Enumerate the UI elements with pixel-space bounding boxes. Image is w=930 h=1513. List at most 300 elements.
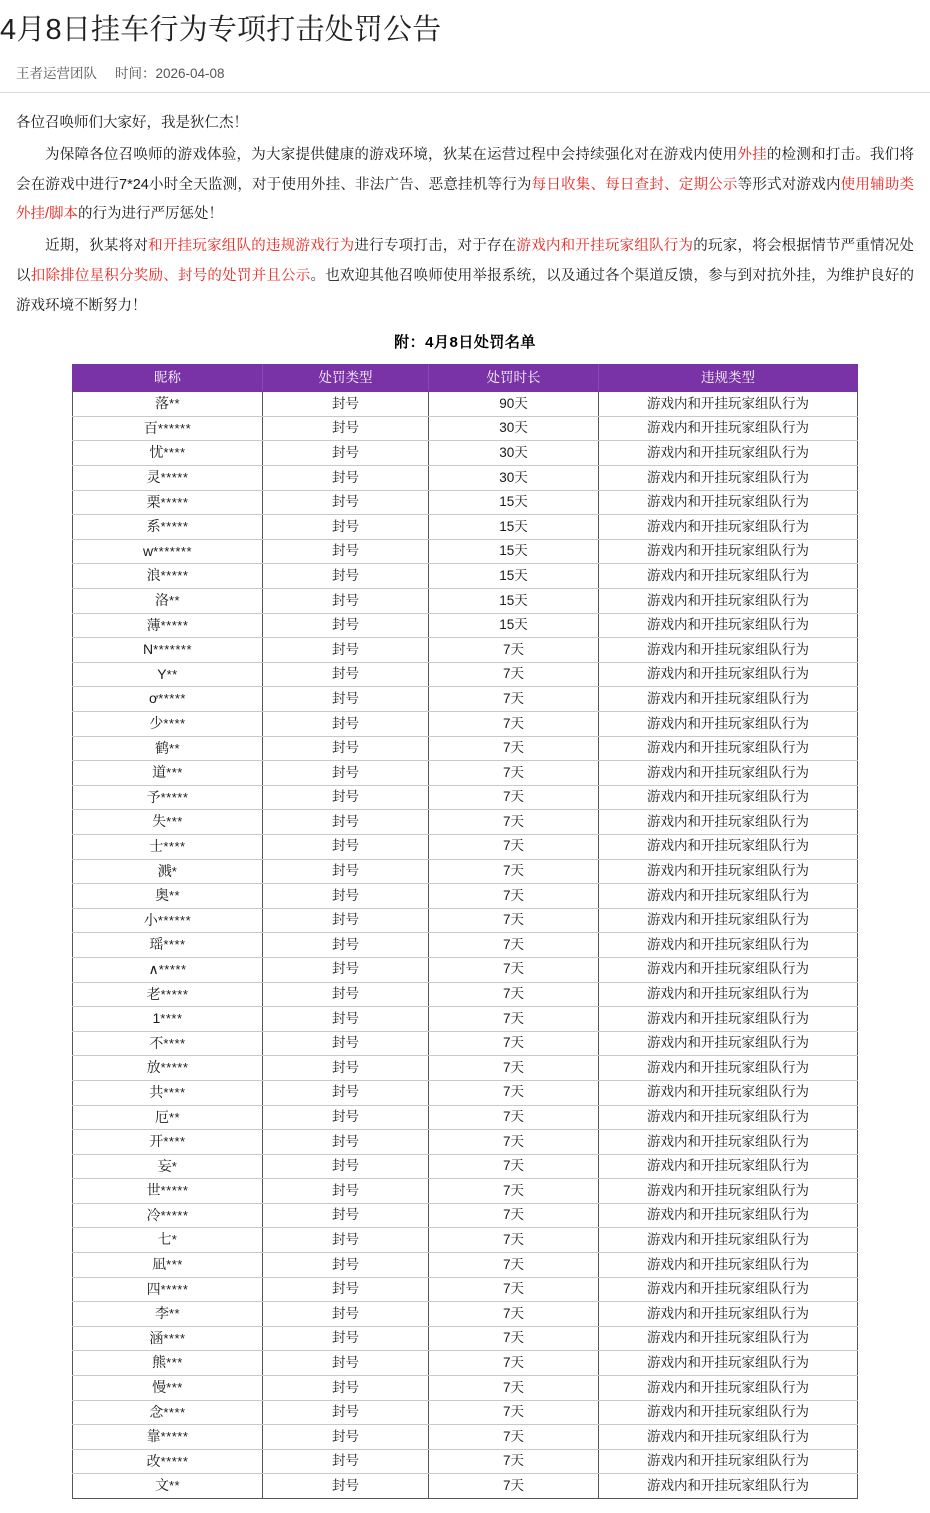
cell-violation-type: 游戏内和开挂玩家组队行为	[599, 564, 858, 589]
table-row	[73, 1326, 858, 1351]
cell-punish-duration: 7天	[429, 908, 599, 933]
cell-nickname	[73, 466, 263, 491]
table-row	[73, 957, 858, 982]
cell-nickname	[73, 638, 263, 663]
cell-punish-duration: 7天	[429, 1228, 599, 1253]
table-row	[73, 1400, 858, 1425]
cell-punish-type: 封号	[263, 1228, 429, 1253]
p1-highlight-scripts: 使用辅助类外挂/脚本	[16, 176, 915, 223]
cell-punish-duration: 7天	[429, 982, 599, 1007]
cell-punish-duration: 7天	[429, 1302, 599, 1327]
paragraph-greeting	[16, 109, 914, 139]
cell-punish-type: 封号	[263, 1056, 429, 1081]
nickname-base: 四	[146, 1280, 161, 1297]
cell-punish-duration: 90天	[429, 392, 599, 417]
cell-punish-duration: 7天	[429, 1449, 599, 1474]
nickname-base: 凪	[152, 1256, 167, 1273]
nickname-base: 开	[149, 1133, 164, 1150]
cell-punish-duration: 7天	[429, 859, 599, 884]
cell-nickname	[73, 515, 263, 540]
cell-punish-type: 封号	[263, 957, 429, 982]
cell-violation-type: 游戏内和开挂玩家组队行为	[599, 1326, 858, 1351]
nickname-mask: ****	[163, 1084, 186, 1100]
nickname-base: 鹤	[154, 739, 169, 756]
meta-time-value: 2026-04-08	[155, 66, 225, 82]
nickname-base: 浪	[146, 567, 161, 584]
cell-punish-type: 封号	[263, 392, 429, 417]
nickname-base: 系	[146, 518, 161, 535]
cell-punish-type: 封号	[263, 761, 429, 786]
table-row	[73, 441, 858, 466]
cell-punish-type: 封号	[263, 1351, 429, 1376]
cell-punish-duration: 7天	[429, 1179, 599, 1204]
nickname-base: 放	[146, 1059, 161, 1076]
table-row	[73, 1056, 858, 1081]
nickname-base: Y	[157, 665, 167, 682]
nickname-base: 士	[149, 837, 164, 854]
cell-punish-type: 封号	[263, 1376, 429, 1401]
nickname-base: 百	[143, 419, 158, 436]
punishment-table-wrap	[0, 364, 930, 1513]
table-row	[73, 662, 858, 687]
table-row	[73, 392, 858, 417]
nickname-base: 灵	[146, 469, 161, 486]
cell-violation-type: 游戏内和开挂玩家组队行为	[599, 1302, 858, 1327]
nickname-base: 不	[149, 1034, 164, 1051]
article-body	[0, 93, 930, 321]
table-row	[73, 1253, 858, 1278]
cell-nickname	[73, 1228, 263, 1253]
nickname-base: 世	[146, 1182, 161, 1199]
cell-punish-duration: 7天	[429, 933, 599, 958]
nickname-base: w	[142, 542, 154, 559]
nickname-base: 少	[149, 715, 164, 731]
cell-punish-duration: 7天	[429, 1425, 599, 1450]
cell-violation-type: 游戏内和开挂玩家组队行为	[599, 785, 858, 810]
cell-nickname	[73, 736, 263, 761]
cell-nickname	[73, 810, 263, 835]
cell-violation-type: 游戏内和开挂玩家组队行为	[599, 1080, 858, 1105]
cell-violation-type: 游戏内和开挂玩家组队行为	[599, 441, 858, 466]
cell-nickname	[73, 1400, 263, 1425]
cell-punish-type: 封号	[263, 1326, 429, 1351]
nickname-mask: *	[171, 1232, 178, 1248]
cell-violation-type: 游戏内和开挂玩家组队行为	[599, 1474, 858, 1499]
article-meta	[0, 48, 930, 93]
table-row	[73, 1425, 858, 1450]
cell-violation-type: 游戏内和开挂玩家组队行为	[599, 1007, 858, 1032]
cell-nickname	[73, 1154, 263, 1179]
cell-punish-duration: 7天	[429, 1105, 599, 1130]
table-row	[73, 1179, 858, 1204]
cell-nickname	[73, 884, 263, 909]
nickname-mask: *****	[160, 789, 189, 805]
nickname-mask: *	[171, 863, 178, 879]
nickname-mask: ******	[157, 912, 192, 928]
table-row	[73, 589, 858, 614]
cell-punish-duration: 7天	[429, 785, 599, 810]
nickname-mask: ***	[166, 1355, 183, 1371]
cell-punish-type: 封号	[263, 810, 429, 835]
table-row	[73, 1376, 858, 1401]
cell-violation-type: 游戏内和开挂玩家组队行为	[599, 1031, 858, 1056]
cell-nickname	[73, 761, 263, 786]
cell-punish-type: 封号	[263, 564, 429, 589]
cell-nickname	[73, 1474, 263, 1499]
cell-violation-type: 游戏内和开挂玩家组队行为	[599, 982, 858, 1007]
cell-nickname	[73, 539, 263, 564]
p1-segment-2: 的检测和打击。我们将会在游戏中进行7*24小时全天监测，对于使用外挂、非法广告、恶意挂机等行为	[16, 146, 915, 193]
nickname-mask: **	[168, 396, 181, 412]
cell-nickname	[73, 1449, 263, 1474]
cell-violation-type: 游戏内和开挂玩家组队行为	[599, 515, 858, 540]
cell-punish-duration: 7天	[429, 1080, 599, 1105]
column-header-violation-type: 违规类型	[599, 365, 858, 392]
cell-punish-duration: 7天	[429, 1326, 599, 1351]
nickname-mask: **	[168, 593, 181, 609]
cell-punish-duration: 7天	[429, 662, 599, 687]
nickname-base: 文	[154, 1477, 169, 1494]
cell-violation-type: 游戏内和开挂玩家组队行为	[599, 957, 858, 982]
table-row	[73, 1277, 858, 1302]
cell-violation-type: 游戏内和开挂玩家组队行为	[599, 1449, 858, 1474]
cell-violation-type: 游戏内和开挂玩家组队行为	[599, 416, 858, 441]
table-row	[73, 1105, 858, 1130]
cell-violation-type: 游戏内和开挂玩家组队行为	[599, 908, 858, 933]
cell-punish-type: 封号	[263, 1105, 429, 1130]
cell-punish-duration: 7天	[429, 1031, 599, 1056]
cell-violation-type: 游戏内和开挂玩家组队行为	[599, 1400, 858, 1425]
cell-punish-type: 封号	[263, 490, 429, 515]
nickname-base: 瑶	[149, 936, 164, 953]
cell-punish-duration: 7天	[429, 1277, 599, 1302]
cell-punish-duration: 7天	[429, 884, 599, 909]
column-header-nickname: 昵称	[73, 365, 263, 392]
cell-violation-type: 游戏内和开挂玩家组队行为	[599, 1228, 858, 1253]
cell-punish-duration: 7天	[429, 1400, 599, 1425]
nickname-mask: **	[168, 1478, 181, 1494]
cell-nickname	[73, 1056, 263, 1081]
nickname-mask: *****	[160, 1060, 189, 1076]
cell-nickname	[73, 564, 263, 589]
cell-punish-type: 封号	[263, 1253, 429, 1278]
nickname-mask: *******	[153, 543, 193, 559]
table-row	[73, 1351, 858, 1376]
nickname-mask: **	[166, 666, 178, 682]
cell-punish-duration: 15天	[429, 515, 599, 540]
nickname-mask: *****	[160, 568, 189, 584]
cell-punish-duration: 7天	[429, 810, 599, 835]
cell-nickname	[73, 933, 263, 958]
cell-punish-type: 封号	[263, 416, 429, 441]
nickname-base: 念	[149, 1403, 164, 1420]
cell-violation-type: 游戏内和开挂玩家组队行为	[599, 1105, 858, 1130]
nickname-mask: ****	[163, 1035, 186, 1051]
cell-nickname	[73, 982, 263, 1007]
nickname-base: 奥	[154, 887, 169, 904]
p1-highlight-enforcement: 每日收集、每日查封、定期公示	[531, 176, 738, 193]
cell-punish-duration: 30天	[429, 416, 599, 441]
cell-nickname	[73, 1253, 263, 1278]
cell-violation-type: 游戏内和开挂玩家组队行为	[599, 589, 858, 614]
cell-punish-duration: 7天	[429, 1154, 599, 1179]
cell-punish-duration: 7天	[429, 1253, 599, 1278]
cell-punish-type: 封号	[263, 1474, 429, 1499]
table-row	[73, 1080, 858, 1105]
nickname-mask: *****	[158, 961, 187, 977]
cell-nickname	[73, 1105, 263, 1130]
table-row	[73, 834, 858, 859]
cell-punish-type: 封号	[263, 1031, 429, 1056]
cell-nickname	[73, 490, 263, 515]
table-row	[73, 416, 858, 441]
table-row	[73, 490, 858, 515]
cell-punish-type: 封号	[263, 1400, 429, 1425]
nickname-mask: *****	[160, 986, 189, 1002]
cell-violation-type: 游戏内和开挂玩家组队行为	[599, 662, 858, 687]
nickname-base: 冷	[146, 1206, 161, 1223]
cell-violation-type: 游戏内和开挂玩家组队行为	[599, 1179, 858, 1204]
nickname-mask: ***	[166, 814, 183, 830]
cell-punish-type: 封号	[263, 1277, 429, 1302]
attachment-title: 附：4月8日处罚名单	[394, 334, 536, 352]
nickname-base: ∧	[148, 960, 159, 977]
nickname-mask: ****	[163, 1330, 186, 1346]
p1-segment-4: 的行为进行严厉惩处！	[78, 206, 224, 223]
cell-punish-type: 封号	[263, 1179, 429, 1204]
cell-nickname	[73, 785, 263, 810]
cell-nickname	[73, 687, 263, 712]
nickname-mask: *****	[160, 494, 189, 510]
cell-violation-type: 游戏内和开挂玩家组队行为	[599, 834, 858, 859]
cell-nickname	[73, 589, 263, 614]
nickname-mask: ****	[163, 1404, 186, 1420]
p2-highlight-ingame-teaming: 游戏内和开挂玩家组队行为	[516, 238, 694, 255]
table-head	[73, 365, 858, 392]
cell-punish-duration: 30天	[429, 466, 599, 491]
nickname-base: 溅	[157, 862, 172, 879]
cell-nickname	[73, 1080, 263, 1105]
cell-nickname	[73, 834, 263, 859]
table-row	[73, 1130, 858, 1155]
cell-violation-type: 游戏内和开挂玩家组队行为	[599, 859, 858, 884]
nickname-base: 妄	[157, 1157, 172, 1174]
table-row	[73, 564, 858, 589]
cell-punish-type: 封号	[263, 515, 429, 540]
p2-highlight-penalty: 扣除排位星积分奖励、封号的处罚并且公示	[30, 267, 311, 284]
nickname-mask: ***	[166, 765, 183, 781]
nickname-base: 道	[152, 764, 167, 781]
cell-violation-type: 游戏内和开挂玩家组队行为	[599, 613, 858, 638]
cell-nickname	[73, 712, 263, 737]
cell-violation-type: 游戏内和开挂玩家组队行为	[599, 1425, 858, 1450]
table-row	[73, 1203, 858, 1228]
cell-punish-type: 封号	[263, 884, 429, 909]
nickname-mask: *****	[160, 1207, 189, 1223]
nickname-base: 熊	[152, 1354, 167, 1371]
cell-punish-type: 封号	[263, 834, 429, 859]
table-row	[73, 466, 858, 491]
nickname-base: 小	[143, 911, 158, 928]
cell-violation-type: 游戏内和开挂玩家组队行为	[599, 392, 858, 417]
nickname-base: 予	[146, 788, 161, 805]
table-row	[73, 1154, 858, 1179]
nickname-base: 李	[154, 1305, 169, 1322]
cell-punish-duration: 7天	[429, 1351, 599, 1376]
cell-nickname	[73, 1007, 263, 1032]
cell-punish-type: 封号	[263, 1302, 429, 1327]
paragraph-two	[16, 232, 914, 321]
nickname-mask: *****	[158, 691, 186, 707]
table-row	[73, 1474, 858, 1499]
nickname-base: 薄	[146, 616, 161, 633]
p2-segment-1: 近期，狄某将对	[45, 238, 149, 255]
nickname-base: N	[142, 641, 154, 658]
cell-punish-duration: 7天	[429, 1474, 599, 1499]
nickname-mask: **	[168, 888, 181, 904]
nickname-base: 慢	[152, 1379, 167, 1396]
cell-punish-type: 封号	[263, 785, 429, 810]
cell-nickname	[73, 1203, 263, 1228]
p1-highlight-cheats: 外挂	[737, 146, 767, 163]
p2-segment-3: 的玩家，将会根据情节严重情况处以	[16, 238, 915, 284]
nickname-base: 涵	[149, 1329, 164, 1346]
paragraph-one	[16, 141, 914, 230]
nickname-mask: **	[168, 1306, 181, 1322]
cell-violation-type: 游戏内和开挂玩家组队行为	[599, 884, 858, 909]
cell-punish-type: 封号	[263, 466, 429, 491]
nickname-base: 改	[146, 1452, 161, 1469]
nickname-mask: ****	[160, 1011, 183, 1027]
cell-punish-duration: 15天	[429, 490, 599, 515]
cell-punish-duration: 7天	[429, 1130, 599, 1155]
nickname-mask: *****	[160, 1453, 189, 1469]
nickname-mask: **	[168, 1109, 181, 1125]
p1-segment-3: 等形式对游戏内	[737, 176, 841, 193]
nickname-base: 落	[154, 395, 169, 412]
cell-punish-type: 封号	[263, 933, 429, 958]
nickname-base: 共	[149, 1083, 164, 1100]
table-row	[73, 539, 858, 564]
cell-punish-duration: 7天	[429, 1007, 599, 1032]
nickname-mask: *****	[160, 617, 189, 633]
nickname-mask: *****	[160, 519, 189, 535]
cell-punish-type: 封号	[263, 1425, 429, 1450]
table-row	[73, 1449, 858, 1474]
nickname-mask: ***	[166, 1380, 183, 1396]
cell-nickname	[73, 1130, 263, 1155]
cell-punish-type: 封号	[263, 1007, 429, 1032]
p1-segment-1: 为保障各位召唤师的游戏体验，为大家提供健康的游戏环境，狄某在运营过程中会持续强化对在游戏内使用	[45, 146, 738, 163]
cell-punish-type: 封号	[263, 662, 429, 687]
cell-nickname	[73, 1425, 263, 1450]
table-row	[73, 908, 858, 933]
nickname-mask: *****	[160, 1281, 189, 1297]
table-row	[73, 859, 858, 884]
punishment-table	[72, 364, 858, 1499]
table-row	[73, 687, 858, 712]
nickname-mask: ****	[163, 838, 186, 854]
column-header-punish-type: 处罚类型	[263, 365, 429, 392]
nickname-mask: **	[168, 740, 181, 756]
cell-violation-type: 游戏内和开挂玩家组队行为	[599, 1253, 858, 1278]
table-row	[73, 736, 858, 761]
cell-punish-duration: 15天	[429, 564, 599, 589]
cell-punish-duration: 15天	[429, 539, 599, 564]
cell-nickname	[73, 416, 263, 441]
cell-punish-type: 封号	[263, 908, 429, 933]
cell-violation-type: 游戏内和开挂玩家组队行为	[599, 1130, 858, 1155]
cell-violation-type: 游戏内和开挂玩家组队行为	[599, 1351, 858, 1376]
table-row	[73, 638, 858, 663]
column-header-punish-duration: 处罚时长	[429, 365, 599, 392]
table-header-row	[73, 365, 858, 392]
cell-punish-duration: 7天	[429, 687, 599, 712]
cell-violation-type: 游戏内和开挂玩家组队行为	[599, 761, 858, 786]
table-row	[73, 982, 858, 1007]
cell-punish-duration: 7天	[429, 1056, 599, 1081]
table-row	[73, 761, 858, 786]
table-row	[73, 1007, 858, 1032]
nickname-mask: ******	[157, 420, 192, 436]
cell-violation-type: 游戏内和开挂玩家组队行为	[599, 466, 858, 491]
meta-time-label: 时间：	[115, 66, 156, 82]
cell-punish-duration: 7天	[429, 834, 599, 859]
cell-nickname	[73, 1277, 263, 1302]
cell-nickname	[73, 441, 263, 466]
table-body	[73, 392, 858, 1499]
nickname-base: 忧	[149, 444, 164, 461]
cell-violation-type: 游戏内和开挂玩家组队行为	[599, 712, 858, 737]
cell-nickname	[73, 613, 263, 638]
cell-punish-duration: 15天	[429, 589, 599, 614]
nickname-mask: ****	[163, 445, 186, 461]
table-row	[73, 933, 858, 958]
cell-nickname	[73, 1351, 263, 1376]
cell-punish-duration: 7天	[429, 638, 599, 663]
cell-violation-type: 游戏内和开挂玩家组队行为	[599, 1056, 858, 1081]
cell-nickname	[73, 859, 263, 884]
cell-nickname	[73, 392, 263, 417]
cell-violation-type: 游戏内和开挂玩家组队行为	[599, 736, 858, 761]
cell-punish-duration: 7天	[429, 1376, 599, 1401]
cell-punish-type: 封号	[263, 982, 429, 1007]
cell-punish-type: 封号	[263, 539, 429, 564]
nickname-mask: *****	[160, 1429, 189, 1445]
table-row	[73, 1031, 858, 1056]
cell-nickname	[73, 957, 263, 982]
cell-nickname	[73, 662, 263, 687]
nickname-mask: *	[171, 1158, 178, 1174]
cell-violation-type: 游戏内和开挂玩家组队行为	[599, 638, 858, 663]
nickname-mask: ****	[163, 716, 186, 731]
cell-punish-duration: 7天	[429, 761, 599, 786]
nickname-mask: ***	[166, 1257, 183, 1273]
table-row	[73, 712, 858, 737]
cell-nickname	[73, 1031, 263, 1056]
cell-punish-type: 封号	[263, 441, 429, 466]
nickname-mask: *****	[160, 470, 189, 486]
nickname-base: 失	[152, 813, 167, 830]
cell-violation-type: 游戏内和开挂玩家组队行为	[599, 539, 858, 564]
table-row	[73, 613, 858, 638]
cell-punish-type: 封号	[263, 1154, 429, 1179]
cell-violation-type: 游戏内和开挂玩家组队行为	[599, 490, 858, 515]
nickname-mask: ****	[163, 1134, 186, 1150]
nickname-mask: *****	[160, 1183, 189, 1199]
greeting-text: 各位召唤师们大家好，我是狄仁杰！	[16, 115, 248, 132]
cell-nickname	[73, 908, 263, 933]
